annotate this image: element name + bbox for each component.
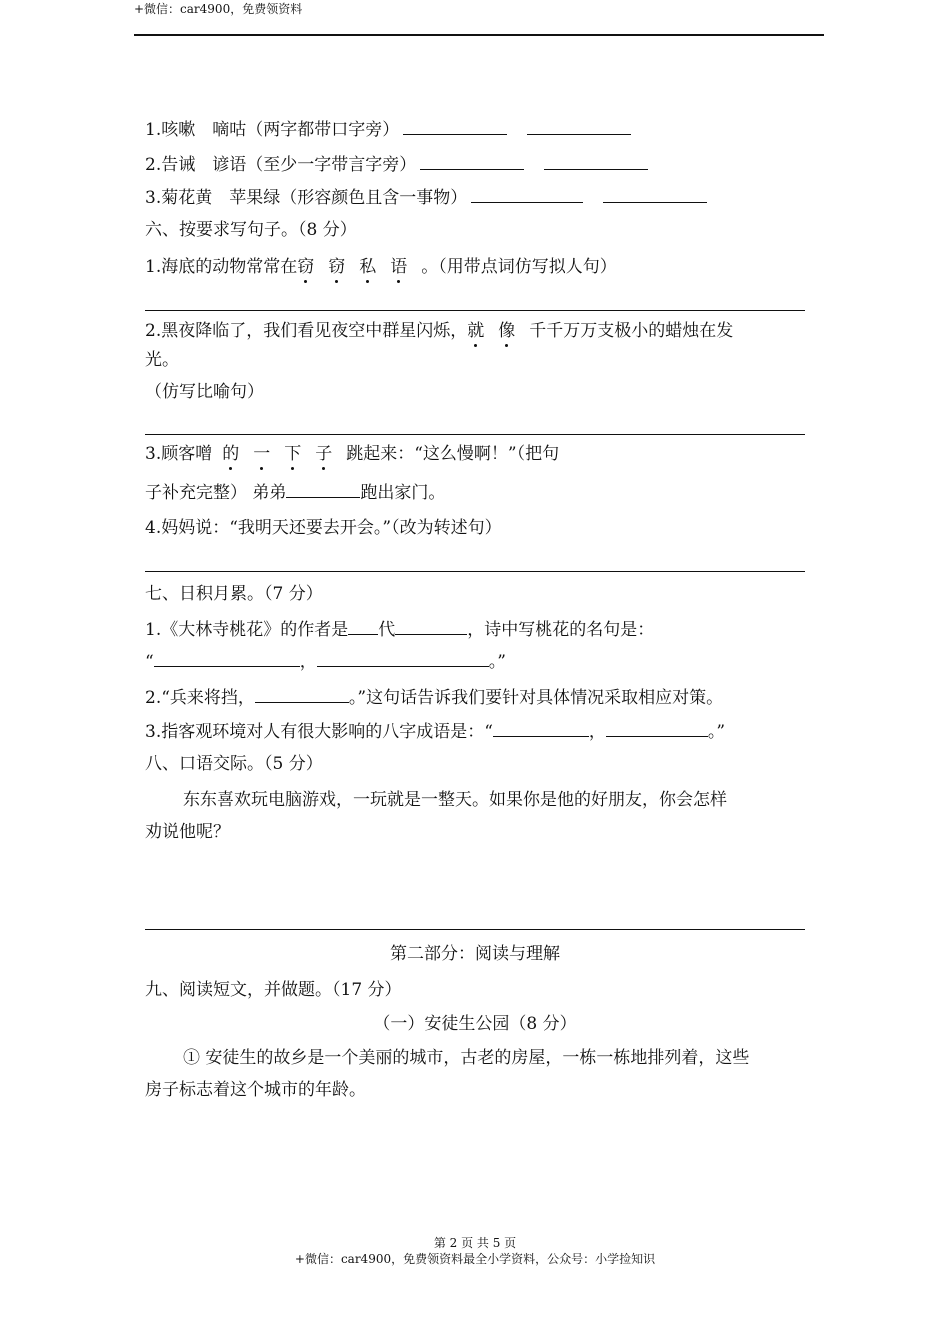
sec7-question-2: 2.“兵来将挡， 。”这句话告诉我们要针对具体情况采取相应对策。	[145, 688, 724, 708]
sec7-question-1-cont: “ ， 。”	[145, 652, 506, 672]
part-2-title: 第二部分：阅读与理解	[390, 944, 560, 964]
sec6-question-2-hint: （仿写比喻句）	[145, 382, 264, 402]
section-7-title: 七、日积月累。（7 分）	[145, 584, 323, 604]
answer-blank	[606, 722, 708, 737]
sec6-question-2: 2.黑夜降临了，我们看见夜空中群星闪烁，就 像 千千万万支极小的蜡烛在发	[145, 321, 734, 341]
word-item-1: 1.咳嗽 嘀咕（两字都带口字旁）	[145, 120, 631, 140]
sec6-question-4: 4.妈妈说：“我明天还要去开会。”（改为转述句）	[145, 518, 502, 538]
answer-blank	[471, 188, 583, 203]
dotted-char: 窃	[328, 257, 346, 277]
answer-blank	[544, 155, 648, 170]
page-number: 第 2 页 共 5 页	[433, 1236, 517, 1250]
answer-blank	[493, 722, 589, 737]
answer-blank	[420, 155, 524, 170]
header-watermark: +微信：car4900，免费领资料	[134, 2, 303, 16]
answer-blank	[154, 652, 300, 667]
dotted-char: 像	[498, 321, 516, 341]
dotted-char: 语	[390, 257, 408, 277]
answer-blank	[348, 620, 378, 635]
header-rule	[134, 34, 824, 36]
section-9-title: 九、阅读短文，并做题。（17 分）	[145, 980, 402, 1000]
answer-blank	[403, 120, 507, 135]
passage-line-1: ① 安徒生的故乡是一个美丽的城市，古老的房屋，一栋一栋地排列着，这些	[183, 1048, 750, 1068]
answer-blank	[395, 620, 467, 635]
answer-line	[145, 310, 805, 311]
answer-line	[145, 571, 805, 572]
dotted-char: 子	[315, 444, 333, 464]
dotted-char: 私	[359, 257, 377, 277]
dotted-char: 下	[284, 444, 302, 464]
dotted-char: 的	[222, 444, 240, 464]
passage-line-2: 房子标志着这个城市的年龄。	[145, 1080, 366, 1100]
sec6-question-2-cont: 光。	[145, 350, 179, 370]
dotted-char: 就	[467, 321, 485, 341]
sec6-question-3-cont: 子补充完整） 弟弟 跑出家门。	[145, 483, 446, 503]
word-item-3: 3.菊花黄 苹果绿（形容颜色且含一事物）	[145, 188, 707, 208]
answer-blank	[317, 652, 489, 667]
answer-line	[145, 929, 805, 930]
section-8-title: 八、口语交际。（5 分）	[145, 754, 323, 774]
sec8-prompt-line-1: 东东喜欢玩电脑游戏，一玩就是一整天。如果你是他的好朋友，你会怎样	[183, 790, 727, 810]
answer-blank	[255, 688, 349, 703]
word-item-2: 2.告诫 谚语（至少一字带言字旁）	[145, 155, 648, 175]
sec7-question-3: 3.指客观环境对人有很大影响的八字成语是：“ ， 。”	[145, 722, 726, 742]
sec6-question-3: 3.顾客噌 的 一 下 子 跳起来：“这么慢啊！”（把句	[145, 444, 560, 464]
dotted-char: 窃	[297, 257, 315, 277]
sec8-prompt-line-2: 劝说他呢？	[145, 822, 230, 842]
dotted-char: 一	[253, 444, 271, 464]
answer-blank	[527, 120, 631, 135]
answer-line	[145, 434, 805, 435]
section-6-title: 六、按要求写句子。（8 分）	[145, 220, 357, 240]
sec7-question-1: 1.《大林寺桃花》的作者是 代 ，诗中写桃花的名句是：	[145, 620, 655, 640]
passage-title: （一）安徒生公园（8 分）	[373, 1014, 577, 1034]
answer-blank	[286, 483, 360, 498]
sec6-question-1: 1.海底的动物常常在窃 窃 私 语 。（用带点词仿写拟人句）	[145, 257, 617, 277]
footer-watermark: +微信：car4900，免费领资料最全小学资料，公众号：小学捡知识	[294, 1252, 656, 1266]
answer-blank	[603, 188, 707, 203]
